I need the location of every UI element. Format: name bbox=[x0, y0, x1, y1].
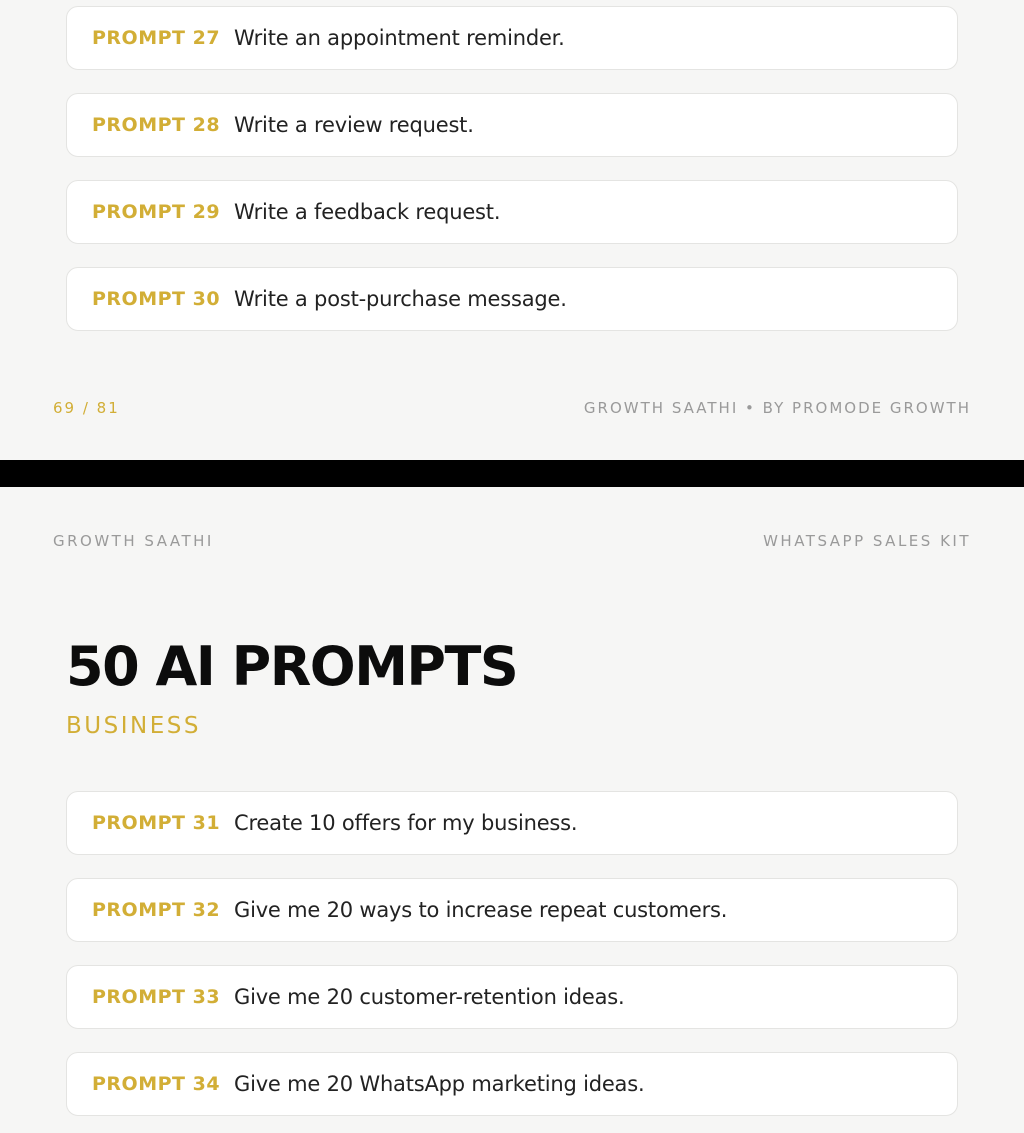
footer-brand: GROWTH SAATHI • BY PROMODE GROWTH bbox=[583, 399, 971, 417]
prompt-text: Write a review request. bbox=[234, 113, 474, 137]
section-subtitle: BUSINESS bbox=[66, 713, 201, 739]
prompt-label: PROMPT 27 bbox=[92, 27, 221, 49]
prompt-label: PROMPT 33 bbox=[92, 986, 221, 1008]
page-divider bbox=[0, 460, 1024, 487]
prompt-card bbox=[66, 93, 958, 157]
prompt-label: PROMPT 30 bbox=[92, 288, 221, 310]
page-69 bbox=[0, 0, 1024, 460]
prompt-label: PROMPT 28 bbox=[92, 114, 221, 136]
prompt-text: Give me 20 ways to increase repeat customers. bbox=[234, 898, 728, 922]
prompt-card bbox=[66, 1052, 958, 1116]
prompt-card bbox=[66, 6, 958, 70]
prompt-label: PROMPT 32 bbox=[92, 899, 221, 921]
prompt-card bbox=[66, 180, 958, 244]
prompt-text: Write a post-purchase message. bbox=[234, 287, 567, 311]
prompt-text: Create 10 offers for my business. bbox=[234, 811, 578, 835]
prompt-text: Give me 20 customer-retention ideas. bbox=[234, 985, 625, 1009]
page-number: 69 / 81 bbox=[53, 399, 120, 417]
prompt-text: Give me 20 WhatsApp marketing ideas. bbox=[234, 1072, 645, 1096]
prompt-label: PROMPT 29 bbox=[92, 201, 221, 223]
page-title: 50 AI PROMPTS bbox=[66, 635, 518, 698]
prompt-card bbox=[66, 267, 958, 331]
prompt-card bbox=[66, 965, 958, 1029]
prompt-label: PROMPT 31 bbox=[92, 812, 221, 834]
page-70 bbox=[0, 487, 1024, 1133]
header-brand: GROWTH SAATHI bbox=[53, 532, 214, 550]
prompt-card bbox=[66, 878, 958, 942]
prompt-text: Write an appointment reminder. bbox=[234, 26, 565, 50]
prompt-text: Write a feedback request. bbox=[234, 200, 501, 224]
prompt-label: PROMPT 34 bbox=[92, 1073, 221, 1095]
header-kit-name: WHATSAPP SALES KIT bbox=[763, 532, 971, 550]
prompt-card bbox=[66, 791, 958, 855]
